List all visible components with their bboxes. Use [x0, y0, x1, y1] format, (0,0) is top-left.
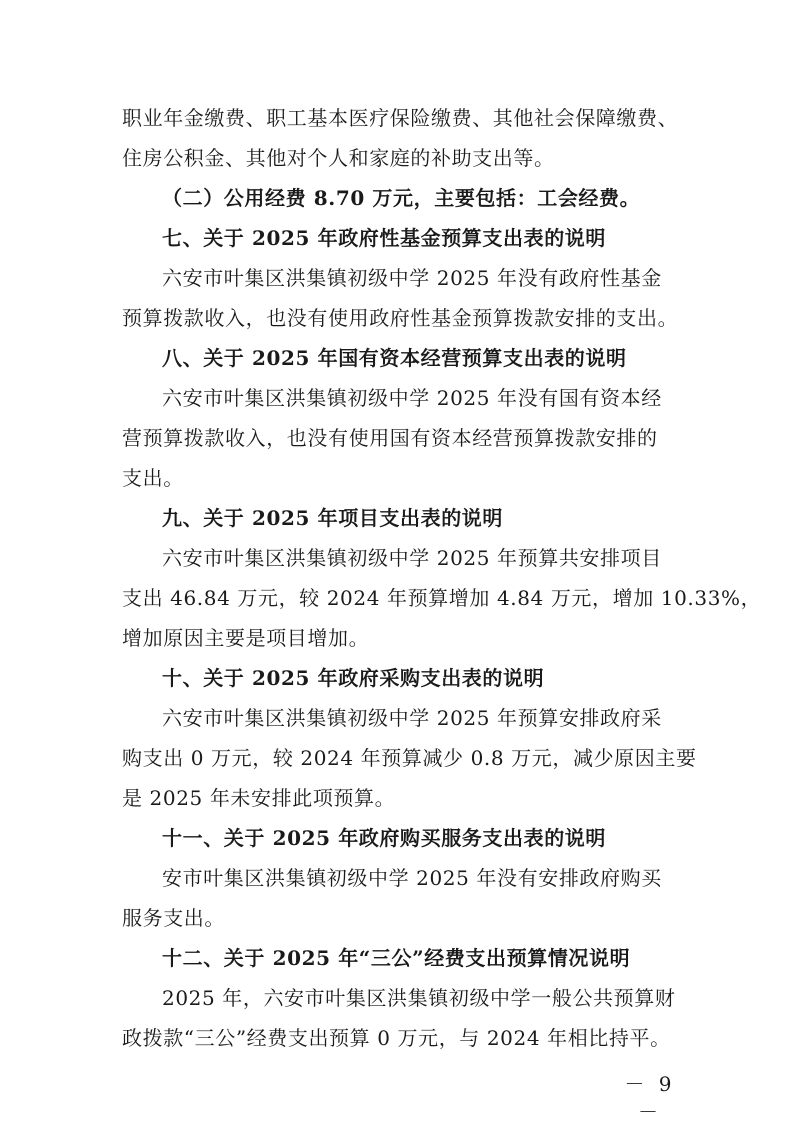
paragraph-line: 六安市叶集区洪集镇初级中学 2025 年预算共安排项目 — [162, 546, 662, 570]
section-heading-10: 十、关于 2025 年政府采购支出表的说明 — [162, 666, 545, 690]
paragraph-line: 服务支出。 — [122, 906, 225, 930]
paragraph-line: 支出。 — [122, 466, 184, 490]
paragraph-line: 支出 46.84 万元，较 2024 年预算增加 4.84 万元，增加 10.33%， — [122, 586, 762, 610]
paragraph-line: 六安市叶集区洪集镇初级中学 2025 年没有政府性基金 — [162, 266, 662, 290]
paragraph-line: 安市叶集区洪集镇初级中学 2025 年没有安排政府购买 — [162, 866, 662, 890]
paragraph-line: 六安市叶集区洪集镇初级中学 2025 年预算安排政府采 — [162, 706, 662, 730]
section-heading-7: 七、关于 2025 年政府性基金预算支出表的说明 — [162, 226, 606, 250]
section-heading-12: 十二、关于 2025 年“三公”经费支出预算情况说明 — [162, 946, 631, 970]
section-heading-11: 十一、关于 2025 年政府购买服务支出表的说明 — [162, 826, 606, 850]
paragraph-line: 住房公积金、其他对个人和家庭的补助支出等。 — [122, 146, 555, 170]
paragraph-line: 政拨款“三公”经费支出预算 0 万元，与 2024 年相比持平。 — [122, 1026, 671, 1050]
page-number: － 9 － — [624, 1072, 676, 1124]
paragraph-line: 职业年金缴费、职工基本医疗保险缴费、其他社会保障缴费、 — [122, 106, 679, 130]
section-heading-9: 九、关于 2025 年项目支出表的说明 — [162, 506, 503, 530]
paragraph-line: 营预算拨款收入，也没有使用国有资本经营预算拨款安排的 — [122, 426, 658, 450]
section-heading-8: 八、关于 2025 年国有资本经营预算支出表的说明 — [162, 346, 627, 370]
paragraph-line: 增加原因主要是项目增加。 — [122, 626, 370, 650]
subsection-heading: （二）公用经费 8.70 万元，主要包括：工会经费。 — [162, 186, 641, 210]
paragraph-line: 是 2025 年未安排此项预算。 — [122, 786, 396, 810]
paragraph-line: 预算拨款收入，也没有使用政府性基金预算拨款安排的支出。 — [122, 306, 679, 330]
paragraph-line: 2025 年，六安市叶集区洪集镇初级中学一般公共预算财 — [162, 986, 676, 1010]
paragraph-line: 六安市叶集区洪集镇初级中学 2025 年没有国有资本经 — [162, 386, 662, 410]
paragraph-line: 购支出 0 万元，较 2024 年预算减少 0.8 万元，减少原因主要 — [122, 746, 697, 770]
